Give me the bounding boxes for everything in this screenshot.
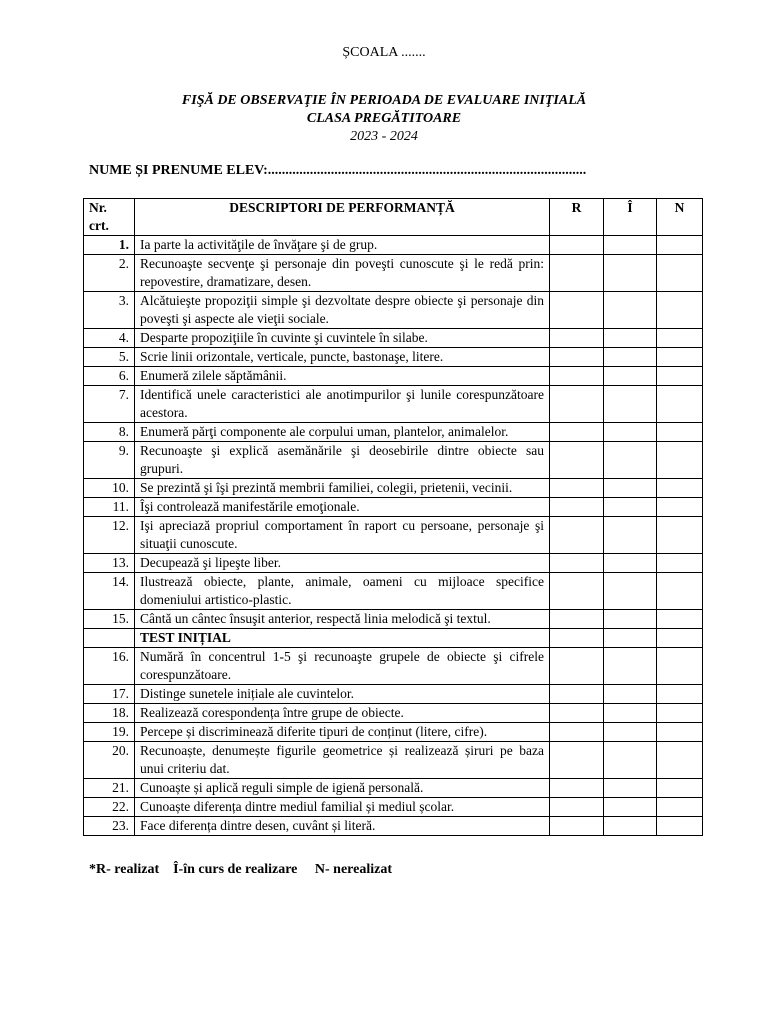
mark-cell-n[interactable] (657, 648, 703, 685)
mark-cell-i[interactable] (604, 386, 657, 423)
row-number: 22. (84, 798, 135, 817)
table-row (84, 685, 703, 704)
row-number: 20. (84, 742, 135, 779)
mark-cell-i[interactable] (604, 573, 657, 610)
mark-cell-n[interactable] (657, 610, 703, 629)
header-nr: Nr. crt. (84, 199, 135, 236)
descriptor-text: Percepe și discriminează diferite tipuri de conținut (litere, cifre). (135, 723, 550, 742)
descriptor-text: Decupează şi lipeşte liber. (135, 554, 550, 573)
header-i: Î (604, 199, 657, 236)
table-row (84, 236, 703, 255)
mark-cell-n[interactable] (657, 742, 703, 779)
title-line-2: CLASA PREGĂTITOARE (306, 111, 462, 126)
row-number: 19. (84, 723, 135, 742)
table-row (84, 704, 703, 723)
descriptor-text: Realizează corespondența între grupe de obiecte. (135, 704, 550, 723)
descriptor-text: Cântă un cântec însuşit anterior, respectă linia melodică şi textul. (135, 610, 550, 629)
mark-cell-n[interactable] (657, 554, 703, 573)
table-row (84, 423, 703, 442)
mark-cell-r[interactable] (550, 554, 604, 573)
mark-cell-r[interactable] (550, 723, 604, 742)
mark-cell-i[interactable] (604, 554, 657, 573)
mark-cell-r[interactable] (550, 685, 604, 704)
mark-cell-i[interactable] (604, 423, 657, 442)
table-row (84, 386, 703, 423)
row-number: 6. (84, 367, 135, 386)
mark-cell-i[interactable] (604, 817, 657, 836)
mark-cell-r[interactable] (550, 742, 604, 779)
row-number: 13. (84, 554, 135, 573)
row-number: 8. (84, 423, 135, 442)
mark-cell-r[interactable] (550, 236, 604, 255)
row-number: 23. (84, 817, 135, 836)
row-number: 1. (84, 236, 135, 255)
mark-cell-i[interactable] (604, 236, 657, 255)
descriptor-text: Enumeră zilele săptămânii. (135, 367, 550, 386)
mark-cell-i[interactable] (604, 742, 657, 779)
table-row (84, 610, 703, 629)
section-title: TEST INIȚIAL (135, 629, 550, 648)
row-number: 4. (84, 329, 135, 348)
row-number: 11. (84, 498, 135, 517)
mark-cell-n[interactable] (657, 629, 703, 648)
mark-cell-n[interactable] (657, 255, 703, 292)
mark-cell-r[interactable] (550, 442, 604, 479)
table-row (84, 798, 703, 817)
mark-cell-r[interactable] (550, 517, 604, 554)
mark-cell-i[interactable] (604, 798, 657, 817)
mark-cell-i[interactable] (604, 610, 657, 629)
mark-cell-r[interactable] (550, 329, 604, 348)
mark-cell-i[interactable] (604, 292, 657, 329)
mark-cell-i[interactable] (604, 723, 657, 742)
school-name: ȘCOALA ....... (342, 45, 426, 60)
row-number: 18. (84, 704, 135, 723)
mark-cell-r[interactable] (550, 573, 604, 610)
table-row (84, 573, 703, 610)
row-number: 17. (84, 685, 135, 704)
descriptor-text: Recunoaște, denumește figurile geometrice și realizează șiruri pe baza unui criteriu dat. (135, 742, 550, 779)
descriptor-text: Recunoaşte secvenţe şi personaje din poveşti cunoscute şi le redă prin: repovestire, dramatizare, desen. (135, 255, 550, 292)
descriptor-text: Enumeră părţi componente ale corpului uman, plantelor, animalelor. (135, 423, 550, 442)
row-number: 3. (84, 292, 135, 329)
table-row (84, 442, 703, 479)
row-number: 21. (84, 779, 135, 798)
table-row (84, 517, 703, 554)
mark-cell-n[interactable] (657, 517, 703, 554)
mark-cell-i[interactable] (604, 479, 657, 498)
descriptor-text: Ilustrează obiecte, plante, animale, oameni cu mijloace specifice domeniului artistico-plastic. (135, 573, 550, 610)
mark-cell-n[interactable] (657, 779, 703, 798)
mark-cell-r[interactable] (550, 255, 604, 292)
mark-cell-n[interactable] (657, 573, 703, 610)
mark-cell-i[interactable] (604, 685, 657, 704)
mark-cell-n[interactable] (657, 798, 703, 817)
mark-cell-n[interactable] (657, 292, 703, 329)
mark-cell-n[interactable] (657, 498, 703, 517)
table-row (84, 348, 703, 367)
table-row (84, 292, 703, 329)
mark-cell-r[interactable] (550, 367, 604, 386)
section-row (84, 629, 703, 648)
performance-table (83, 198, 703, 836)
mark-cell-r[interactable] (550, 779, 604, 798)
row-number: 7. (84, 386, 135, 423)
mark-cell-i[interactable] (604, 329, 657, 348)
descriptor-text: Identifică unele caracteristici ale anotimpurilor şi lunile corespunzătoare acestora. (135, 386, 550, 423)
mark-cell-r[interactable] (550, 423, 604, 442)
mark-cell-n[interactable] (657, 723, 703, 742)
header-n: N (657, 199, 703, 236)
row-number: 12. (84, 517, 135, 554)
table-row (84, 817, 703, 836)
mark-cell-r[interactable] (550, 498, 604, 517)
mark-cell-n[interactable] (657, 348, 703, 367)
mark-cell-r[interactable] (550, 610, 604, 629)
table-row (84, 648, 703, 685)
descriptor-text: Cunoaște și aplică reguli simple de igienă personală. (135, 779, 550, 798)
mark-cell-r[interactable] (550, 798, 604, 817)
table-row (84, 742, 703, 779)
row-number: 5. (84, 348, 135, 367)
mark-cell-i[interactable] (604, 517, 657, 554)
student-name-line: NUME ȘI PRENUME ELEV:........................................................................................... (89, 163, 587, 178)
mark-cell-i[interactable] (604, 779, 657, 798)
mark-cell-n[interactable] (657, 329, 703, 348)
mark-cell-r[interactable] (550, 292, 604, 329)
descriptor-text: Numără în concentrul 1-5 şi recunoaşte grupele de obiecte şi cifrele corespunzătoare. (135, 648, 550, 685)
descriptor-text: Ia parte la activităţile de învăţare şi de grup. (135, 236, 550, 255)
descriptor-text: Scrie linii orizontale, verticale, puncte, bastonaşe, litere. (135, 348, 550, 367)
descriptor-text: Distinge sunetele inițiale ale cuvintelor. (135, 685, 550, 704)
mark-cell-n[interactable] (657, 386, 703, 423)
mark-cell-n[interactable] (657, 236, 703, 255)
row-number: 10. (84, 479, 135, 498)
descriptor-text: Recunoaşte şi explică asemănările şi deosebirile dintre obiecte sau grupuri. (135, 442, 550, 479)
mark-cell-r[interactable] (550, 817, 604, 836)
table-row (84, 479, 703, 498)
document-title (0, 92, 768, 146)
mark-cell-n[interactable] (657, 704, 703, 723)
row-number: 2. (84, 255, 135, 292)
mark-cell-n[interactable] (657, 423, 703, 442)
mark-cell-i[interactable] (604, 348, 657, 367)
mark-cell-r[interactable] (550, 386, 604, 423)
table-row (84, 329, 703, 348)
descriptor-text: Îşi controlează manifestările emoţionale. (135, 498, 550, 517)
descriptor-text: Face diferența dintre desen, cuvânt și literă. (135, 817, 550, 836)
mark-cell-i[interactable] (604, 648, 657, 685)
descriptor-text: Alcătuieşte propoziţii simple şi dezvoltate despre obiecte şi personaje din poveşti şi aspecte ale vieţii sociale. (135, 292, 550, 329)
table-row (84, 255, 703, 292)
mark-cell-i[interactable] (604, 367, 657, 386)
descriptor-text: Se prezintă şi îşi prezintă membrii familiei, colegii, prietenii, vecinii. (135, 479, 550, 498)
mark-cell-i[interactable] (604, 255, 657, 292)
mark-cell-n[interactable] (657, 685, 703, 704)
mark-cell-i[interactable] (604, 704, 657, 723)
table-body (84, 236, 703, 836)
mark-cell-r[interactable] (550, 704, 604, 723)
table-row (84, 498, 703, 517)
descriptor-text: Işi apreciază propriul comportament în raport cu persoane, personaje şi situaţii cunoscute. (135, 517, 550, 554)
table-row (84, 723, 703, 742)
row-number: 9. (84, 442, 135, 479)
mark-cell-n[interactable] (657, 479, 703, 498)
mark-cell-r[interactable] (550, 348, 604, 367)
table-header-row (84, 199, 703, 236)
row-number: 16. (84, 648, 135, 685)
row-number (84, 629, 135, 648)
mark-cell-i[interactable] (604, 629, 657, 648)
header-descriptors: DESCRIPTORI DE PERFORMANȚĂ (135, 199, 550, 236)
table-row (84, 779, 703, 798)
mark-cell-r[interactable] (550, 479, 604, 498)
table-row (84, 554, 703, 573)
header-r: R (550, 199, 604, 236)
table-row (84, 367, 703, 386)
mark-cell-i[interactable] (604, 442, 657, 479)
school-year: 2023 - 2024 (350, 129, 418, 144)
title-line-1: FIŞĂ DE OBSERVAŢIE ÎN PERIOADA DE EVALUARE INIŢIALĂ (181, 93, 587, 108)
mark-cell-i[interactable] (604, 498, 657, 517)
mark-cell-n[interactable] (657, 367, 703, 386)
mark-cell-r[interactable] (550, 648, 604, 685)
descriptor-text: Desparte propoziţiile în cuvinte şi cuvintele în silabe. (135, 329, 550, 348)
row-number: 14. (84, 573, 135, 610)
mark-cell-n[interactable] (657, 817, 703, 836)
row-number: 15. (84, 610, 135, 629)
mark-cell-n[interactable] (657, 442, 703, 479)
mark-cell-r[interactable] (550, 629, 604, 648)
legend: *R- realizat Î-în curs de realizare N- nerealizat (89, 862, 392, 877)
descriptor-text: Cunoaște diferența dintre mediul familial și mediul școlar. (135, 798, 550, 817)
